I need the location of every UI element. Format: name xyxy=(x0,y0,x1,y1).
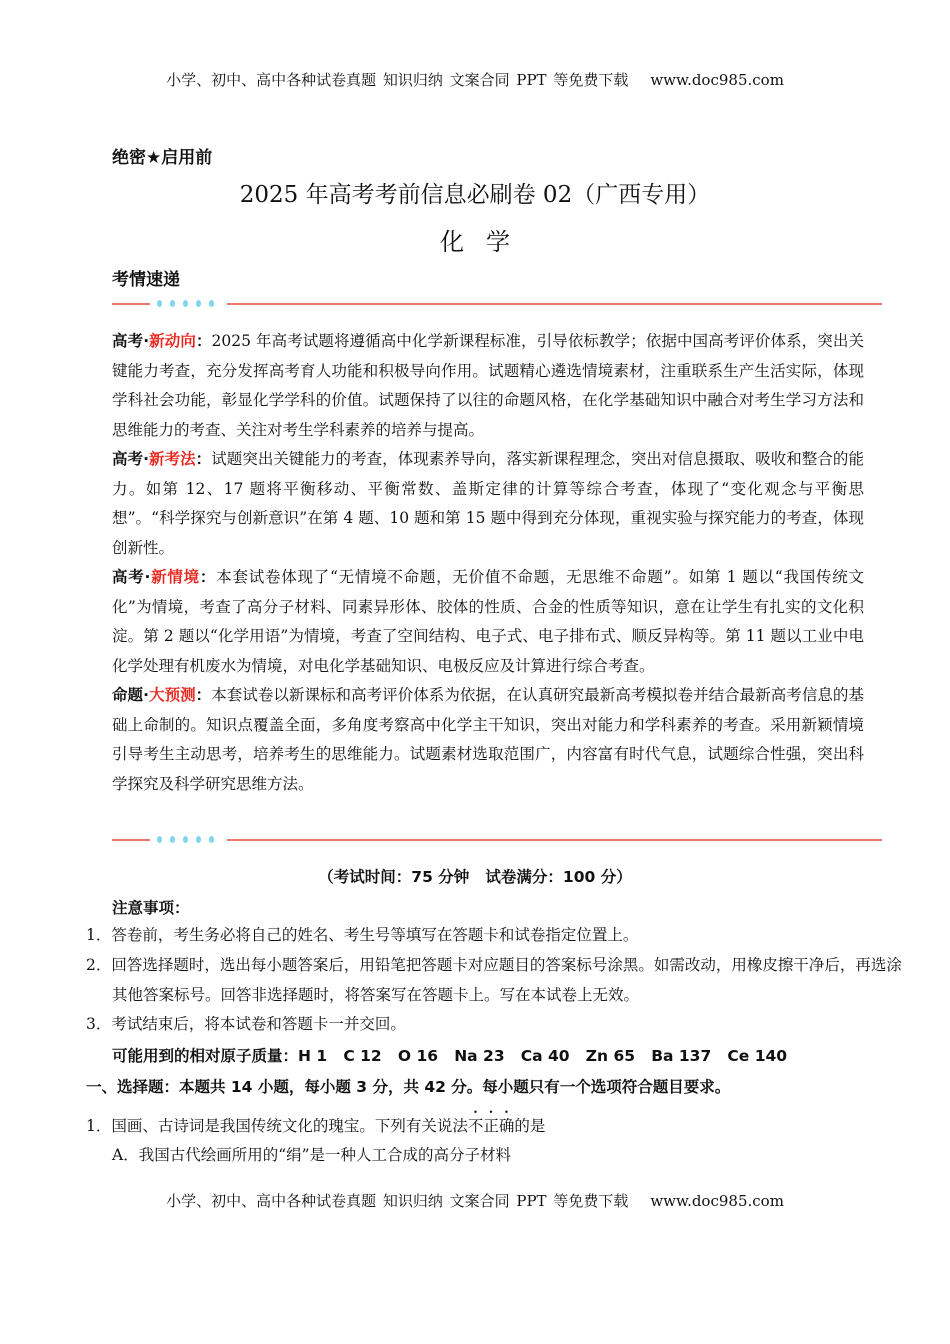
para-text: 试题突出关键能力的考查，体现素养导向，落实新课程理念，突出对信息摄取、吸收和整合的能力。如第 12、17 题将平衡移动、平衡常数、盖斯定律的计算等综合考查，体现了“变化观念与平衡思想”。“科学探究与创新意识”在第 4 题、10 题和第 15 题中得到充分体现，重视实验与探究能力的考查，体现创新性。 xyxy=(112,450,864,557)
para-key: 新动向 xyxy=(149,332,196,350)
page-header xyxy=(0,69,950,90)
note-number: 1． xyxy=(86,926,112,944)
paragraph-prediction xyxy=(112,681,864,799)
para-colon: ： xyxy=(199,568,217,586)
note-number: 2． xyxy=(86,956,112,974)
divider-bottom xyxy=(112,836,882,844)
notes-heading: 注意事项： xyxy=(112,899,190,917)
para-key: 大预测 xyxy=(148,686,196,704)
note-1 xyxy=(86,921,902,951)
para-colon: ： xyxy=(195,332,212,350)
paragraph-new-method xyxy=(112,445,864,563)
footer-url[interactable]: www.doc985.com xyxy=(650,1192,784,1210)
question-text: 国画、古诗词是我国传统文化的瑰宝。下列有关说法 xyxy=(111,1117,468,1135)
para-dot: · xyxy=(143,686,149,704)
question-text-end: 的是 xyxy=(514,1117,546,1135)
para-prefix: 命题 xyxy=(112,686,144,704)
section-heading: 考情速递 xyxy=(112,270,180,290)
secret-label: 绝密★启用前 xyxy=(112,148,213,168)
question-number: 1． xyxy=(86,1117,112,1135)
paragraph-new-context xyxy=(112,563,864,681)
note-3 xyxy=(86,1010,902,1040)
para-dot: · xyxy=(143,450,149,468)
para-prefix: 高考 xyxy=(112,568,145,586)
para-prefix: 高考 xyxy=(112,332,144,350)
para-dot: · xyxy=(143,332,150,350)
para-colon: ： xyxy=(195,686,212,704)
question-1 xyxy=(86,1108,545,1136)
para-text: 本套试卷体现了“无情境不命题，无价值不命题，无思维不命题”。如第 1 题以“我国传统文化”为情境，考查了高分子材料、同素异形体、胶体的性质、合金的性质等知识，意在让学生有扎实的文化积淀。第 2 题以“化学用语”为情境，考查了空间结构、电子式、电子排布式、顺反异构等。第 11 题以工业中电化学处理有机废水为情境，对电化学基础知识、电极反应及计算进行综合考查。 xyxy=(112,568,864,675)
note-2 xyxy=(86,951,902,1010)
note-text: 答卷前，考生务必将自己的姓名、考生号等填写在答题卡和试卷指定位置上。 xyxy=(111,926,639,944)
header-url[interactable]: www.doc985.com xyxy=(650,71,784,89)
document-title: 2025 年高考考前信息必刷卷 02（广西专用） xyxy=(239,182,711,208)
footer-text: 小学、初中、高中各种试卷真题 知识归纳 文案合同 PPT 等免费下载 xyxy=(166,1192,629,1210)
paragraph-new-direction xyxy=(112,327,864,445)
page-footer xyxy=(0,1190,950,1211)
para-colon: ： xyxy=(195,450,212,468)
option-a: A．我国古代绘画所用的“绢”是一种人工合成的高分子材料 xyxy=(112,1146,512,1164)
para-dot: · xyxy=(144,568,151,586)
question-emphasis: 不正确 xyxy=(467,1117,515,1135)
divider-top xyxy=(112,300,882,308)
info-paragraphs xyxy=(112,327,864,799)
subject-title: 化学 xyxy=(440,228,532,256)
para-text: 本套试卷以新课标和高考评价体系为依据，在认真研究最新高考模拟卷并结合最新高考信息的基础上命制的。知识点覆盖全面，多角度考察高中化学主干知识，突出对能力和学科素养的考查。采用新颖情境引导考生主动思考，培养考生的思维能力。试题素材选取范围广，内容富有时代气息，试题综合性强，突出科学探究及科学研究思维方法。 xyxy=(112,686,864,793)
para-key: 新情境 xyxy=(150,568,200,586)
para-key: 新考法 xyxy=(148,450,196,468)
note-text: 考试结束后，将本试卷和答题卡一并交回。 xyxy=(111,1015,406,1033)
para-text: 2025 年高考试题将遵循高中化学新课程标准，引导依标教学；依据中国高考评价体系，突出关键能力考查，充分发挥高考育人功能和积极导向作用。试题精心遴选情境素材，注重联系生产生活实际，体现学科社会功能，彰显化学学科的价值。试题保持了以往的命题风格，在化学基础知识中融合对考生学习方法和思维能力的考查、关注对考生学科素养的培养与提高。 xyxy=(112,332,864,439)
exam-info: （考试时间：75 分钟 试卷满分：100 分） xyxy=(318,868,632,886)
note-number: 3． xyxy=(86,1015,112,1033)
section-choice-heading: 一、选择题：本题共 14 小题，每小题 3 分，共 42 分。每小题只有一个选项符合题目要求。 xyxy=(86,1078,731,1096)
para-prefix: 高考 xyxy=(112,450,144,468)
header-text: 小学、初中、高中各种试卷真题 知识归纳 文案合同 PPT 等免费下载 xyxy=(166,71,629,89)
atomic-mass: 可能用到的相对原子质量：H 1 C 12 O 16 Na 23 Ca 40 Zn 65 Ba 137 Ce 140 xyxy=(112,1047,788,1065)
note-text: 回答选择题时，选出每小题答案后，用铅笔把答题卡对应题目的答案标号涂黑。如需改动，用橡皮擦干净后，再选涂其他答案标号。回答非选择题时，将答案写在答题卡上。写在本试卷上无效。 xyxy=(111,956,902,1004)
